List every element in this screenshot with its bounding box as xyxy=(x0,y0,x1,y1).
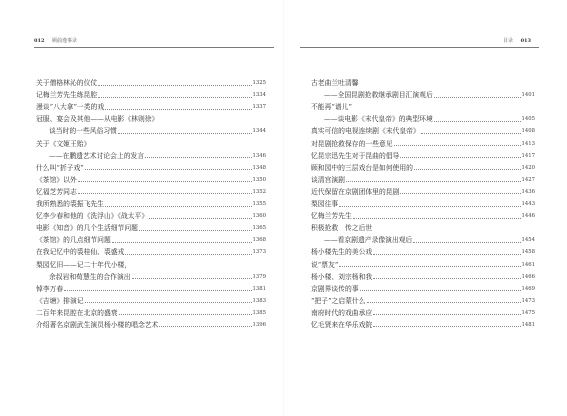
toc-entry-page: 1436 xyxy=(521,188,535,195)
dot-leader xyxy=(373,326,520,327)
dot-leader xyxy=(413,242,520,243)
toc-entry xyxy=(311,220,535,232)
toc-entry xyxy=(311,123,535,135)
toc-entry-page: 1469 xyxy=(521,285,535,292)
toc-entry xyxy=(36,281,266,293)
toc-entry-page: 1368 xyxy=(252,237,266,244)
toc-entry-title: 说“票友” xyxy=(311,260,339,269)
toc-entry-title: 冠服、宴会及其他——从电影《林则徐》 xyxy=(36,115,159,124)
toc-entry-page: 1379 xyxy=(252,273,266,280)
toc-entry xyxy=(36,87,266,99)
dot-leader xyxy=(421,133,521,134)
dot-leader xyxy=(373,254,520,255)
toc-entry-page: 1481 xyxy=(521,321,535,328)
toc-entry-title: ——在鹏遗艺术讨论会上的发言 xyxy=(49,151,145,160)
toc-entry-page: 1405 xyxy=(521,116,535,123)
dot-leader xyxy=(149,218,251,219)
toc-entry-title: 近代保留在京剧团体里的昆剧 xyxy=(311,187,400,196)
toc-entry xyxy=(36,220,266,232)
toc-entry xyxy=(36,123,266,135)
toc-entry xyxy=(36,196,266,208)
toc-entry xyxy=(311,99,535,111)
toc-entry-page: 1461 xyxy=(521,261,535,268)
toc-entry-page: 1337 xyxy=(252,104,266,111)
toc-entry-title: ——全国昆剧抢救继承剧目汇演观后 xyxy=(324,91,433,100)
dot-leader xyxy=(400,157,520,158)
toc-entry xyxy=(311,160,535,172)
dot-leader xyxy=(98,97,251,98)
toc-entry xyxy=(311,148,535,160)
toc-entry xyxy=(311,184,535,196)
toc-entry-page: 1408 xyxy=(521,128,535,135)
left-header-rule xyxy=(34,47,274,48)
dot-leader xyxy=(125,254,251,255)
toc-entry-title: 余叔岩和荀慧生的合作演出 xyxy=(49,272,131,281)
toc-entry xyxy=(36,232,266,244)
toc-entry-page: 1360 xyxy=(252,213,266,220)
toc-entry xyxy=(311,256,535,268)
toc-entry-title: 积极抢救 传之后世 xyxy=(311,224,373,233)
toc-entry xyxy=(36,99,266,111)
dot-leader xyxy=(119,314,252,315)
toc-entry xyxy=(36,317,266,329)
toc-entry-page: 1365 xyxy=(252,225,266,232)
dot-leader xyxy=(105,109,251,110)
toc-entry-title: 梨园忆旧——记二十年代小楼， xyxy=(36,260,132,269)
toc-entry xyxy=(36,75,266,87)
dot-leader xyxy=(118,133,252,134)
dot-leader xyxy=(400,193,520,194)
toc-entry xyxy=(311,208,535,220)
dot-leader xyxy=(360,290,521,291)
toc-entry xyxy=(311,75,535,87)
dot-leader xyxy=(373,314,520,315)
toc-entry-page: 1427 xyxy=(521,176,535,183)
toc-entry xyxy=(36,244,266,256)
toc-entry-page: 1458 xyxy=(521,249,535,256)
right-page-number: 013 xyxy=(520,38,531,44)
toc-entry-title: 古老曲兰吐清馨 xyxy=(311,79,359,88)
toc-entry xyxy=(36,305,266,317)
dot-leader xyxy=(414,169,521,170)
dot-leader xyxy=(434,121,521,122)
toc-entry-title: 忆梅兰芳先生 xyxy=(311,212,352,221)
dot-leader xyxy=(85,302,252,303)
toc-entry-title: 《吉塘》排演记 xyxy=(36,296,84,305)
dot-leader xyxy=(139,230,252,231)
toc-entry xyxy=(311,111,535,123)
toc-entry xyxy=(36,256,266,268)
dot-leader xyxy=(98,85,251,86)
toc-entry xyxy=(36,160,266,172)
dot-leader xyxy=(132,278,252,279)
toc-entry-title: 关于僧格林沁的仪仗 xyxy=(36,79,98,88)
toc-entry-title: 电影《知音》的几个生活细节问题 xyxy=(36,224,138,233)
toc-entry-page: 1383 xyxy=(252,297,266,304)
toc-entry-title: 介绍著名京剧武生演员杨小楼的唱念艺术 xyxy=(36,320,159,329)
toc-entry-page: 1334 xyxy=(252,92,266,99)
toc-entry-title: 悼李万春 xyxy=(36,284,64,293)
toc-entry-title: 记梅兰芳先生练昆腔 xyxy=(36,91,98,100)
right-page-header xyxy=(503,37,531,44)
toc-entry-page: 1417 xyxy=(521,152,535,159)
toc-entry xyxy=(311,196,535,208)
toc-entry-page: 1352 xyxy=(252,188,266,195)
right-running-title: 目录 xyxy=(502,38,513,44)
toc-entry-page: 1466 xyxy=(521,273,535,280)
toc-left-column xyxy=(36,75,266,329)
toc-entry-title: 谈当时的一些风俗习惯 xyxy=(49,127,117,136)
toc-entry-title: 《茶馆》以外 xyxy=(36,175,77,184)
toc-entry-page: 1373 xyxy=(252,249,266,256)
toc-entry-page: 1420 xyxy=(521,164,535,171)
toc-entry-title: 什么叫“折子戏” xyxy=(36,163,84,172)
toc-entry xyxy=(311,232,535,244)
toc-entry-page: 1401 xyxy=(521,92,535,99)
book-gutter xyxy=(283,0,284,416)
dot-leader xyxy=(339,266,520,267)
toc-entry-title: 忆毛贤来在华乐戏院 xyxy=(311,320,373,329)
toc-entry xyxy=(311,269,535,281)
dot-leader xyxy=(145,157,251,158)
toc-entry xyxy=(311,293,535,305)
toc-entry xyxy=(311,305,535,317)
left-page-header xyxy=(34,37,77,44)
toc-entry-title: 谈清宫演剧 xyxy=(311,175,345,184)
toc-entry-page: 1350 xyxy=(252,176,266,183)
dot-leader xyxy=(112,242,252,243)
right-header-rule xyxy=(300,47,539,48)
toc-entry-page: 1475 xyxy=(521,309,535,316)
toc-entry-title: 《茶馆》的几点细节问题 xyxy=(36,236,111,245)
toc-entry-page: 1413 xyxy=(521,140,535,147)
toc-entry xyxy=(36,111,266,123)
dot-leader xyxy=(85,169,252,170)
dot-leader xyxy=(353,218,521,219)
toc-entry-title: 梨园往事 xyxy=(311,200,339,209)
toc-entry-page: 1346 xyxy=(252,152,266,159)
dot-leader xyxy=(394,145,521,146)
toc-entry xyxy=(36,148,266,160)
toc-entry-page: 1396 xyxy=(252,321,266,328)
toc-entry-page: 1473 xyxy=(521,297,535,304)
toc-entry-title: 杨小楼、刘宗杨和我 xyxy=(311,272,373,281)
toc-entry-title: 忆福芝芳同志 xyxy=(36,187,77,196)
toc-entry xyxy=(311,317,535,329)
toc-right-column xyxy=(311,75,535,329)
dot-leader xyxy=(434,97,521,98)
toc-entry-title: 南府时代的戏曲承应 xyxy=(311,308,373,317)
toc-entry-title: 在我记忆中的裘桂仙、裘盛戎 xyxy=(36,248,125,257)
toc-entry-title: 我所熟悉的裘振飞先生 xyxy=(36,200,104,209)
toc-entry xyxy=(311,172,535,184)
toc-entry-title: 杨小楼先生的美公戏 xyxy=(311,248,373,257)
toc-entry-page: 1454 xyxy=(521,237,535,244)
toc-entry-page: 1348 xyxy=(252,164,266,171)
dot-leader xyxy=(373,278,520,279)
dot-leader xyxy=(78,181,252,182)
toc-entry xyxy=(311,87,535,99)
toc-entry-page: 1385 xyxy=(252,309,266,316)
toc-entry-page: 1446 xyxy=(521,213,535,220)
dot-leader xyxy=(159,326,251,327)
left-page-number: 012 xyxy=(34,38,45,44)
dot-leader xyxy=(105,206,252,207)
left-running-title: 顾曲逸事录 xyxy=(52,38,78,44)
toc-entry-page: 1355 xyxy=(252,201,266,208)
toc-entry-title: 对昆剧抢救保存的一些意见 xyxy=(311,139,393,148)
toc-entry-page: 1325 xyxy=(252,80,266,87)
toc-entry xyxy=(36,172,266,184)
toc-entry xyxy=(36,293,266,305)
toc-entry xyxy=(36,135,266,147)
dot-leader xyxy=(346,181,521,182)
toc-entry-title: ——看京剧遗产录像演出观后 xyxy=(324,236,413,245)
toc-entry-page: 1381 xyxy=(252,285,266,292)
toc-entry-title: 二百年来昆腔在北京的盛衰 xyxy=(36,308,118,317)
toc-entry-title: ——谈电影《末代皇帝》的典型环境 xyxy=(324,115,433,124)
dot-leader xyxy=(339,206,520,207)
toc-entry-page: 1344 xyxy=(252,128,266,135)
toc-entry xyxy=(36,269,266,281)
toc-entry-title: 漫谈“八大拿”一类的戏 xyxy=(36,103,105,112)
toc-entry xyxy=(36,184,266,196)
toc-entry xyxy=(36,208,266,220)
toc-entry-page: 1443 xyxy=(521,201,535,208)
toc-entry-title: 不能再“谱儿” xyxy=(311,103,352,112)
toc-entry-title: 真实可信的电视连续剧《末代皇帝》 xyxy=(311,127,420,136)
dot-leader xyxy=(64,290,251,291)
toc-entry xyxy=(311,135,535,147)
toc-entry-title: 忆李少春和他的《洗浮山》《战太平》 xyxy=(36,212,149,221)
toc-entry-title: 关于《文姬王贻》 xyxy=(36,139,91,148)
toc-entry xyxy=(311,281,535,293)
toc-entry-title: “把子”之启蒙什么 xyxy=(311,296,366,305)
dot-leader xyxy=(367,302,521,303)
dot-leader xyxy=(78,193,252,194)
toc-entry xyxy=(311,244,535,256)
toc-entry-title: 顾和园中的三层戏台是如何使用的 xyxy=(311,163,413,172)
toc-entry-title: 京剧界谈传的事 xyxy=(311,284,359,293)
toc-entry-title: 忆昆宗迅先生对于昆曲的倡导 xyxy=(311,151,400,160)
